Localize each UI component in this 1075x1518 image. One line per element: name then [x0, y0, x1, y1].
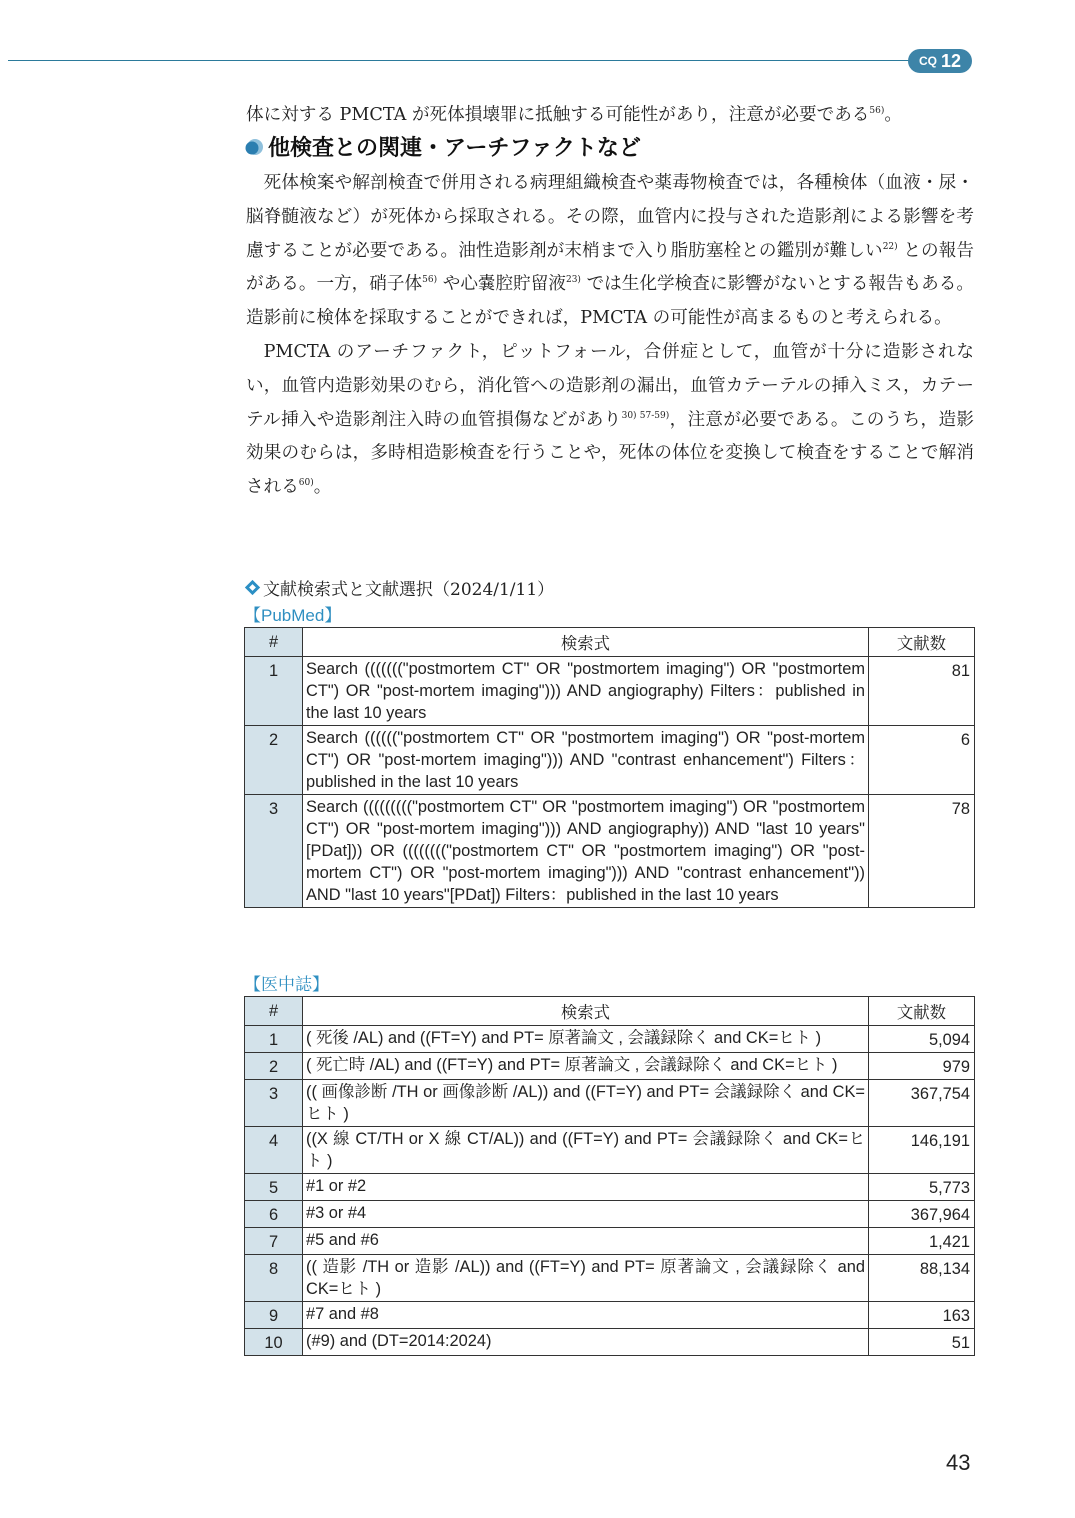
- paragraph-1-text-c: や心嚢腔貯留液: [437, 274, 566, 295]
- row-count: 5,094: [869, 1026, 975, 1053]
- section-heading: [244, 131, 641, 162]
- paragraph-1-text-a: 死体検案や解剖検査で併用される病理組織検査や薬毒物検査では，各種検体（血液・尿・脳脊髄液など）が死体から採取される。その際，血管内に投与された造影剤による影響を考慮することが必要である。油性造影剤が末梢まで入り脂肪塞栓との鑑別が難しい: [246, 173, 974, 261]
- row-num: 1: [245, 1026, 303, 1053]
- table-row: [245, 1255, 975, 1302]
- reference-mark: 22): [882, 241, 898, 252]
- row-num: 5: [245, 1174, 303, 1201]
- row-query: #7 and #8: [303, 1302, 869, 1329]
- row-count: 51: [869, 1329, 975, 1356]
- literature-search-title-text: 文献検索式と文献選択（2024/1/11）: [263, 580, 555, 600]
- reference-mark: 30) 57-59): [621, 410, 670, 421]
- col-query-header: 検索式: [303, 997, 869, 1026]
- bullet-circle-icon: [244, 137, 264, 157]
- row-query: #1 or #2: [303, 1174, 869, 1201]
- reference-mark: 56): [422, 275, 438, 286]
- row-query: ( 死後 /AL) and ((FT=Y) and PT= 原著論文 , 会議録除く and CK=ヒト ): [303, 1026, 869, 1053]
- continuation-text: 体に対する PMCTA が死体損壊罪に抵触する可能性があり，注意が必要である: [246, 105, 870, 125]
- row-count: 78: [869, 795, 975, 908]
- header-rule: [8, 60, 920, 61]
- table-row: [245, 1329, 975, 1356]
- row-query: ( 死亡時 /AL) and ((FT=Y) and PT= 原著論文 , 会議録除く and CK=ヒト ): [303, 1053, 869, 1080]
- paragraph-2-text-a: PMCTA のアーチファクト，ピットフォール，合併症として，血管が十分に造影されない，血管内造影効果のむら，消化管への造影剤の漏出，血管カテーテルの挿入ミス，カテーテル挿入や造影剤注入時の血管損傷などがあり: [246, 341, 974, 430]
- cq-number: 12: [940, 50, 962, 71]
- pubmed-label: 【PubMed】: [244, 606, 342, 625]
- diamond-bullet-icon: [244, 579, 261, 596]
- paragraph-2-text-b: ，注意が必要である。このうち，造影効果のむらは，多時相造影検査を行うことや，死体の体位を変換して検査をすることで解消される: [246, 409, 975, 498]
- page-number: 43: [946, 1450, 971, 1475]
- table-row: [245, 726, 975, 795]
- row-num: 10: [245, 1329, 303, 1356]
- paragraph-2: [246, 336, 974, 505]
- row-num: 2: [245, 726, 303, 795]
- row-num: 3: [245, 1080, 303, 1127]
- row-query: Search (((((("postmortem CT" OR "postmortem imaging") OR "post-mortem CT") OR "post-mortem imaging"))) AND "contrast enhancement") Filters：published in the last 10 years: [303, 726, 869, 795]
- row-count: 367,754: [869, 1080, 975, 1127]
- row-count: 81: [869, 657, 975, 726]
- col-count-header: 文献数: [869, 997, 975, 1026]
- row-query: #3 or #4: [303, 1201, 869, 1228]
- row-num: 3: [245, 795, 303, 908]
- table-row: [245, 1080, 975, 1127]
- row-count: 1,421: [869, 1228, 975, 1255]
- table-row: [245, 1026, 975, 1053]
- continuation-end: 。: [884, 105, 902, 125]
- col-query-header: 検索式: [303, 628, 869, 657]
- pubmed-table: [244, 627, 975, 908]
- reference-mark: 60): [298, 478, 314, 489]
- paragraph-1: [246, 167, 974, 336]
- reference-mark: 23): [565, 275, 581, 286]
- row-count: 5,773: [869, 1174, 975, 1201]
- table-row: [245, 1302, 975, 1329]
- table-header-row: [245, 997, 975, 1026]
- row-num: 7: [245, 1228, 303, 1255]
- col-num-header: #: [245, 628, 303, 657]
- table-header-row: [245, 628, 975, 657]
- row-query: Search ((((((("postmortem CT" OR "postmortem imaging") OR "postmortem CT") OR "post-mortem imaging"))) AND angiography) Filters：published in the last 10 years: [303, 657, 869, 726]
- table-row: [245, 1127, 975, 1174]
- row-count: 88,134: [869, 1255, 975, 1302]
- row-count: 146,191: [869, 1127, 975, 1174]
- section-heading-text: 他検査との関連・アーチファクトなど: [268, 136, 641, 161]
- cq-label: CQ: [918, 54, 937, 68]
- row-num: 2: [245, 1053, 303, 1080]
- row-num: 1: [245, 657, 303, 726]
- table-row: [245, 1228, 975, 1255]
- ichushi-label: 【医中誌】: [244, 975, 329, 994]
- table-row: [245, 1053, 975, 1080]
- table-row: [245, 795, 975, 908]
- row-num: 8: [245, 1255, 303, 1302]
- table-row: [245, 1174, 975, 1201]
- continuation-paragraph: [246, 99, 974, 133]
- row-query: ((X 線 CT/TH or X 線 CT/AL)) and ((FT=Y) and PT= 会議録除く and CK=ヒト ): [303, 1127, 869, 1174]
- reference-mark: 56): [869, 106, 885, 116]
- col-count-header: 文献数: [869, 628, 975, 657]
- ichushi-table: [244, 996, 975, 1356]
- paragraph-1-text-d: では生化学検査に影響がないとする報告もある。造影前に検体を採取することができれば，PMCTA の可能性が高まるものと考えられる。: [246, 274, 974, 329]
- row-query: (#9) and (DT=2014:2024): [303, 1329, 869, 1356]
- literature-search-title: [244, 575, 554, 600]
- table-row: [245, 1201, 975, 1228]
- row-count: 163: [869, 1302, 975, 1329]
- table-row: [245, 657, 975, 726]
- row-num: 6: [245, 1201, 303, 1228]
- paragraph-2-text-c: 。: [313, 477, 332, 498]
- col-num-header: #: [245, 997, 303, 1026]
- row-query: (( 画像診断 /TH or 画像診断 /AL)) and ((FT=Y) and PT= 会議録除く and CK=ヒト ): [303, 1080, 869, 1127]
- row-query: #5 and #6: [303, 1228, 869, 1255]
- row-num: 9: [245, 1302, 303, 1329]
- row-count: 367,964: [869, 1201, 975, 1228]
- row-count: 6: [869, 726, 975, 795]
- paragraph-1-text-b: との報告がある。一方，硝子体: [246, 240, 974, 295]
- row-query: Search ((((((((("postmortem CT" OR "postmortem imaging") OR "postmortem CT") OR "post-mortem imaging"))) AND angiography)) AND "last 10 years"[PDat])) OR (((((((("postmortem CT" OR "postmortem imaging") OR "post-mortem CT") OR "post-mortem imaging"))) AND "contrast enhancement")) AND "last 10 years"[PDat]) Filters：published in the last 10 years: [303, 795, 869, 908]
- cq-badge: [908, 49, 972, 73]
- row-count: 979: [869, 1053, 975, 1080]
- row-num: 4: [245, 1127, 303, 1174]
- section-body: [246, 167, 974, 505]
- row-query: (( 造影 /TH or 造影 /AL)) and ((FT=Y) and PT= 原著論文 , 会議録除く and CK=ヒト ): [303, 1255, 869, 1302]
